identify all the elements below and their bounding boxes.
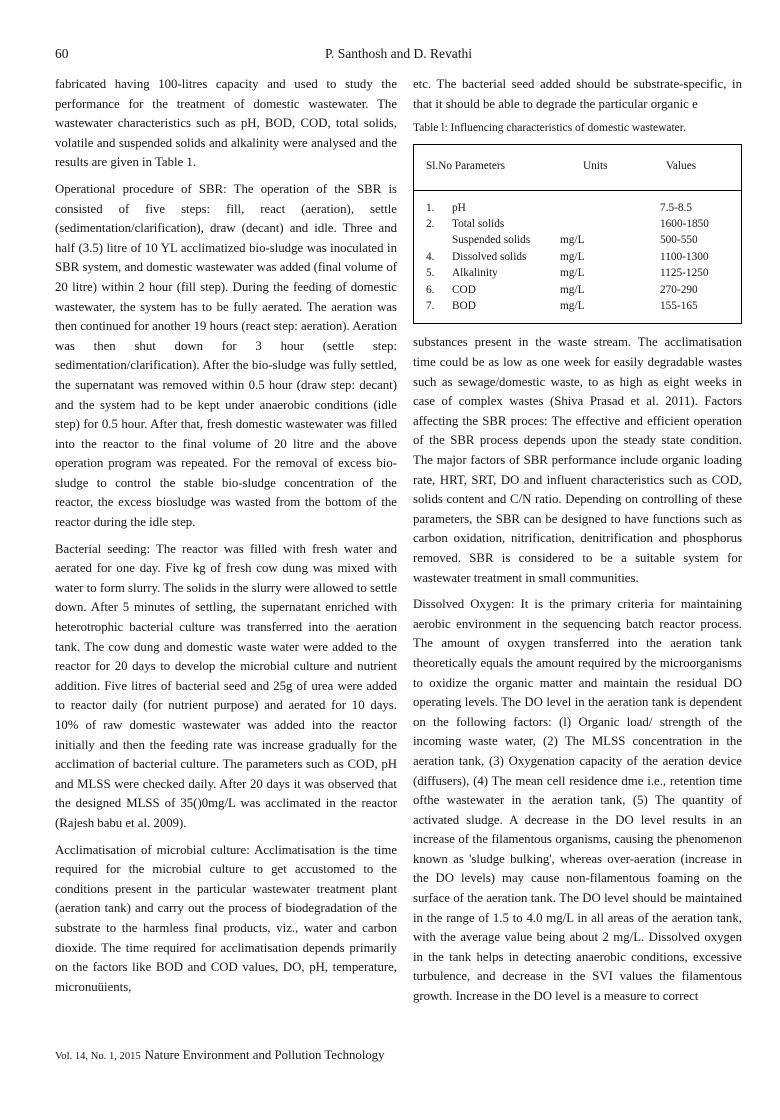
cell-parameter: BOD bbox=[452, 300, 476, 313]
paragraph-bacterial-seeding: Bacterial seeding: The reactor was filled with fresh water and aerated for one day. Five kg of fresh cow dung was mixed with water to form slurry. The solids in the slurry were allowed to settle down. After 5 minutes of settling, the supernatant enriched with heterotrophic bacterial culture was transferred into the aeration tank. The cow dung and domestic waste water were added to the reactor for 20 days to develop the microbial culture and nutrient addition. Five litres of bacterial seed and 25g of urea were added to reactor daily (for nutrient purpose) and aerated for 10 days. 10% of raw domestic wastewater was added into the reactor initially and then the feeding rate was increase gradually for the acclimation of bacterial culture. The parameters such as COD, pH and MLSS were checked daily. After 20 days it was observed that the designed MLSS of 35()0mg/L was acclimated in the reactor (Rajesh babu et al. 2009). bbox=[55, 541, 397, 830]
table-header-values: Values bbox=[666, 160, 697, 173]
cell-slno: 1. bbox=[426, 201, 435, 214]
cell-units: mg/L bbox=[560, 234, 585, 247]
cell-units bbox=[560, 216, 660, 232]
paragraph-acclimatisation-time: substances present in the waste stream. The acclimatisation time could be as low as one week for easily degradable wastes such as sewage/domestic waste, to as high as eight weeks in case of complex wastes (Shiva Prasad et al. 2011). Factors affecting the SBR proces: The effective and efficient operation of the SBR process depends upon the steady state condition. The major factors of SBR performance include organic loading rate, HRT, SRT, DO and influent characteristics such as COD, solids content and C/N ratio. Depending on controlling of these parameters, the SBR can be designed to have functions such as carbon oxidation, nitrification, denitrification and phosphorus removed. SBR is considered to be a suitable system for wastewater treatment in small communities. bbox=[413, 335, 742, 585]
cell-values: 500-550 bbox=[660, 234, 698, 247]
cell-slno: 4. bbox=[426, 250, 435, 263]
footer-journal-name: Nature Environment and Pollution Technology bbox=[144, 1048, 385, 1062]
page-number: 60 bbox=[55, 46, 69, 61]
cell-values: 1600-1850 bbox=[660, 218, 709, 230]
table-caption: Table l: Influencing characteristics of domestic wastewater. bbox=[413, 122, 686, 135]
cell-units: mg/L bbox=[560, 250, 585, 263]
cell-slno: 7. bbox=[426, 300, 435, 313]
left-column bbox=[55, 75, 397, 1014]
page-header bbox=[55, 46, 742, 64]
table-header-row bbox=[414, 145, 741, 190]
table-row bbox=[426, 282, 731, 298]
cell-values: 155-165 bbox=[660, 300, 698, 313]
cell-parameter: Suspended solids bbox=[452, 234, 531, 247]
running-title: P. Santhosh and D. Revathi bbox=[325, 46, 472, 61]
table-row bbox=[426, 200, 731, 216]
table-influencing-characteristics bbox=[413, 144, 742, 324]
cell-units bbox=[560, 200, 660, 216]
cell-parameter: Total solids bbox=[452, 218, 505, 230]
paragraph-intro-continuation: fabricated having 100-litres capacity and used to study the performance for the treatment of domestic wastewater. The wastewater characteristics such as pH, BOD, COD, total solids, volatile and suspended solids and alkalinity were analysed and the results are given in Table 1. bbox=[55, 77, 397, 170]
cell-parameter: COD bbox=[452, 283, 476, 296]
cell-slno: 6. bbox=[426, 283, 435, 296]
paragraph-substrate-specific: etc. The bacterial seed added should be substrate-specific, in that it should be able to degrade the particular organic e bbox=[413, 77, 742, 111]
cell-values: 1100-1300 bbox=[660, 250, 709, 263]
cell-slno: 5. bbox=[426, 267, 435, 280]
table-header-units: Units bbox=[583, 160, 608, 173]
paragraph-operational-procedure: Operational procedure of SBR: The operation of the SBR is consisted of five steps: fill, react (aeration), settle (sedimentation/clarification), draw (decant) and idle. Three and half (3.5) litre of 10 YL acclimatized bio-sludge was inoculated in SBR system, and domestic wastewater was added (final volume of 20 litre) within 2 hour (fill step). During the feeding of domestic wastewater, the system has to be fully aerated. The aeration was then continued for another 19 hours (react step: aeration). Aeration was then shut down for 3 hour (settle step: sedimentation/clarification). After the bio-sludge was fully settled, the supernatant was removed within 0.5 hour (draw step: decant) and the system had to be kept under anaerobic conditions (idle step) for 0.5 hour. After that, fresh domestic wastewater was filled into the reactor to the final volume of 20 litre and the above operation program was repeated. For the removal of excess bio-sludge to control the stable bio-sludge concentration of the reactor, the excess biosludge was wasted from the bottom of the reactor during the idle step. bbox=[55, 181, 397, 530]
cell-values: 1125-1250 bbox=[660, 267, 709, 280]
table-row bbox=[426, 249, 731, 265]
cell-units: mg/L bbox=[560, 300, 585, 313]
table-body bbox=[414, 191, 741, 324]
cell-units: mg/L bbox=[560, 283, 585, 296]
table-row bbox=[426, 298, 731, 314]
table-row bbox=[426, 216, 731, 232]
table-row bbox=[426, 232, 731, 248]
cell-slno bbox=[426, 232, 452, 248]
cell-parameter: Alkalinity bbox=[452, 267, 498, 280]
cell-units: mg/L bbox=[560, 267, 585, 280]
page-footer bbox=[55, 1046, 385, 1064]
two-column-body bbox=[55, 75, 742, 1014]
cell-values: 270-290 bbox=[660, 283, 698, 296]
cell-parameter: pH bbox=[452, 201, 466, 214]
cell-values: 7.5-8.5 bbox=[660, 201, 693, 214]
cell-parameter: Dissolved solids bbox=[452, 250, 527, 263]
right-column bbox=[413, 75, 742, 1014]
cell-slno: 2. bbox=[426, 218, 435, 230]
paragraph-dissolved-oxygen: Dissolved Oxygen: It is the primary criteria for maintaining aerobic environment in the sequencing batch reactor process. The amount of oxygen transferred into the aeration tank theoretically equals the amount required by the microorganisms to oxidize the organic matter and maintain the residual DO operating levels. The DO level in the aeration tank is dependent on the following factors: (l) Organic load/ strength of the incoming waste water, (2) The MLSS concentration in the aeration tank, (3) Oxygenation capacity of the aeration device (diffusers), (4) The mean cell residence dme i.e., retention time ofthe wastewater in the aeration tank, (5) The quantity of activated sludge. A decrease in the DO level results in an increase of the filamentous organisms, causing the phenomenon known as 'sludge bulking', whereas over-aeration (increase in the DO levels) may cause non-filamentous foaming on the surface of the aeration tank. The DO level should be maintained in the range of 1.5 to 4.0 mg/L in all areas of the aeration tank, with the average value being about 2 mg/L. Dissolved oxygen in the tank helps in detecting anaerobic conditions, excessive turbulence, and decrease in the SVI values the filamentous growth. Increase in the DO level is a measure to correct bbox=[413, 597, 742, 1004]
table-row bbox=[426, 265, 731, 281]
table-header-slno-parameters: Sl.No Parameters bbox=[426, 160, 506, 173]
footer-volume-info: Vol. 14, No. 1, 2015 bbox=[55, 1051, 141, 1062]
paragraph-acclimatisation: Acclimatisation of microbial culture: Acclimatisation is the time required for the microbial culture to get accustomed to the conditions present in the particular wastewater treatment plant (aeration tank) and carry out the process of biodegradation of the substrate to the harmless final products, viz., water and carbon dioxide. The time required for acclimatisation depends primarily on the factors like BOD and COD values, DO, pH, temperature, micronuüients, bbox=[55, 842, 397, 994]
